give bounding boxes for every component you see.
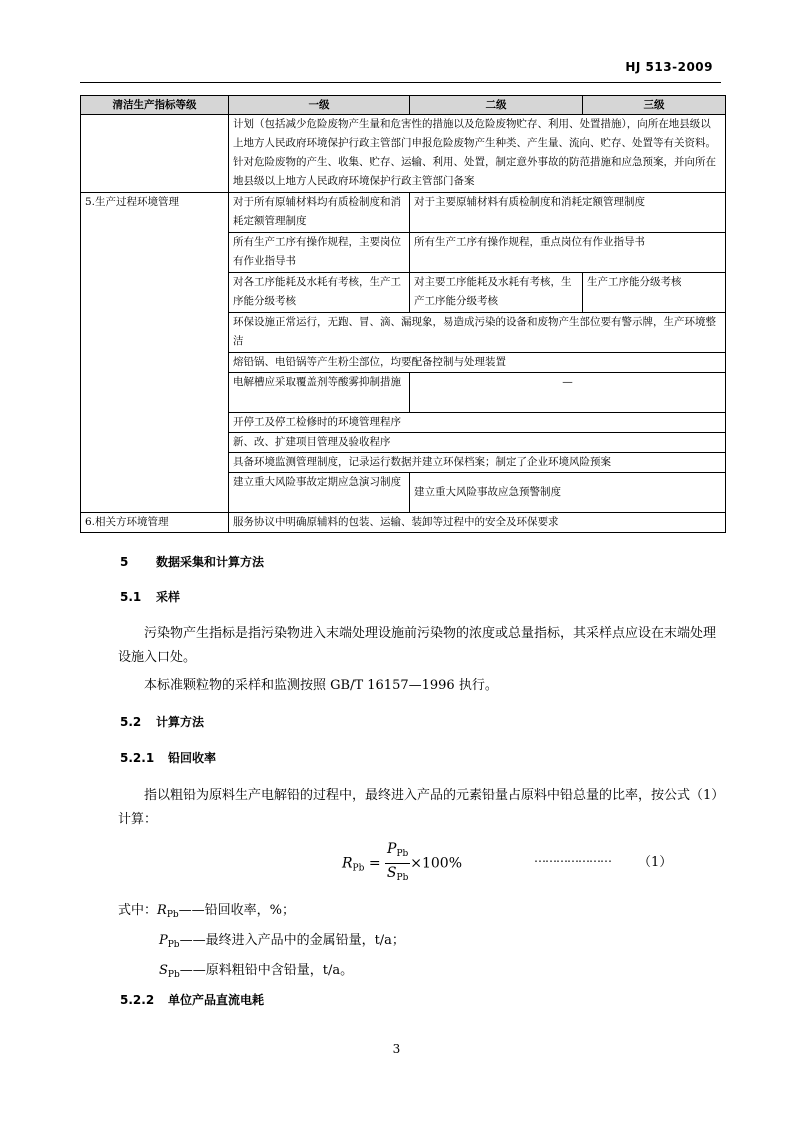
table-cell: 新、改、扩建项目管理及验收程序 [229, 433, 726, 453]
where-clause [118, 898, 405, 988]
where-line-2: $P_{Pb}——$最终进入产品中的金属铅量，t/a； [159, 933, 405, 950]
table-cell: 生产工序能分级考核 [583, 273, 726, 313]
col-header-grade3: 三级 [583, 96, 726, 115]
paragraph-standard-ref: 本标准颗粒物的采样和监测按照 GB/T 16157—1996 执行。 [144, 678, 498, 693]
col-header-grade1: 一级 [229, 96, 410, 115]
page-number: 3 [392, 1042, 401, 1056]
table-cell: 建立重大风险事故应急预警制度 [410, 473, 726, 513]
table-cell: 计划（包括减少危险废物产生量和危害性的措施以及危险废物贮存、利用、处置措施），向所在地县级以上地方人民政府环境保护行政主管部门申报危险废物产生种类、产生量、流向、贮存、处置等有关资料。针对危险废物的产生、收集、贮存、运输、利用、处置，制定意外事故的防范措施和应急预案，并向所在地县级以上地方人民政府环境保护行政主管部门备案 [229, 115, 726, 193]
standard-code: HJ 513-2009 [625, 60, 713, 74]
col-header-grade2: 二级 [410, 96, 583, 115]
category-cell-6: 6.相关方环境管理 [81, 513, 229, 533]
formula-fraction: $\frac{P_{Pb}}{S_{Pb}}$ [386, 841, 409, 883]
table-cell: 建立重大风险事故定期应急演习制度 [229, 473, 410, 513]
paragraph-recovery-def: 指以粗铅为原料生产电解铅的过程中，最终进入产品的元素铅量占原料中铅总量的比率，按公式（1）计算： [118, 788, 718, 827]
section-heading-5: 5 数据采集和计算方法 [120, 555, 265, 569]
paragraph-sampling: 污染物产生指标是指污染物进入末端处理设施前污染物的浓度或总量指标，其采样点应设在末端处理设施入口处。 [118, 626, 717, 665]
table-cell: 对各工序能耗及水耗有考核，生产工序能分级考核 [229, 273, 410, 313]
formula-label: （1） [638, 855, 673, 870]
table-cell: — [410, 373, 726, 413]
where-line-1: 式中：$R_{Pb}——$铅回收率，%； [118, 903, 295, 920]
formula-1: $R_{Pb}$ = $\frac{P_{Pb}}{S_{Pb}}$ ×100% [342, 840, 462, 887]
table-cell: 开停工及停工检修时的环境管理程序 [229, 413, 726, 433]
table-cell: 具备环境监测管理制度，记录运行数据并建立环保档案；制定了企业环境风险预案 [229, 453, 726, 473]
section-heading-5-1: 5.1 采样 [120, 590, 181, 604]
table-cell: 对主要工序能耗及水耗有考核，生产工序能分级考核 [410, 273, 583, 313]
table-cell: 熔铅锅、电铅锅等产生粉尘部位，均要配备控制与处理装置 [229, 353, 726, 373]
table-cell: 对于主要原辅材料有质检制度和消耗定额管理制度 [410, 193, 726, 233]
table-cell: 所有生产工序有操作规程，重点岗位有作业指导书 [410, 233, 726, 273]
table-cell: 对于所有原辅材料均有质检制度和消耗定额管理制度 [229, 193, 410, 233]
formula-leader-dots: ………………… [534, 851, 611, 865]
table-cell: 所有生产工序有操作规程，主要岗位有作业指导书 [229, 233, 410, 273]
table-cell: 电解槽应采取覆盖剂等酸雾抑制措施 [229, 373, 410, 413]
table-cell: 服务协议中明确原辅料的包装、运输、装卸等过程中的安全及环保要求 [229, 513, 726, 533]
section-heading-5-2-1: 5.2.1 铅回收率 [120, 751, 217, 765]
table-cell: 环保设施正常运行，无跑、冒、滴、漏现象，易造成污染的设备和废物产生部位要有警示牌，生产环境整洁 [229, 313, 726, 353]
where-line-3: $S_{Pb}——$原料粗铅中含铅量，t/a。 [159, 963, 354, 980]
category-cell-5: 5.生产过程环境管理 [81, 193, 229, 513]
body-content [80, 0, 721, 1122]
section-heading-5-2-2: 5.2.2 单位产品直流电耗 [120, 993, 265, 1007]
section-heading-5-2: 5.2 计算方法 [120, 715, 205, 729]
col-header-level: 清洁生产指标等级 [81, 96, 229, 115]
